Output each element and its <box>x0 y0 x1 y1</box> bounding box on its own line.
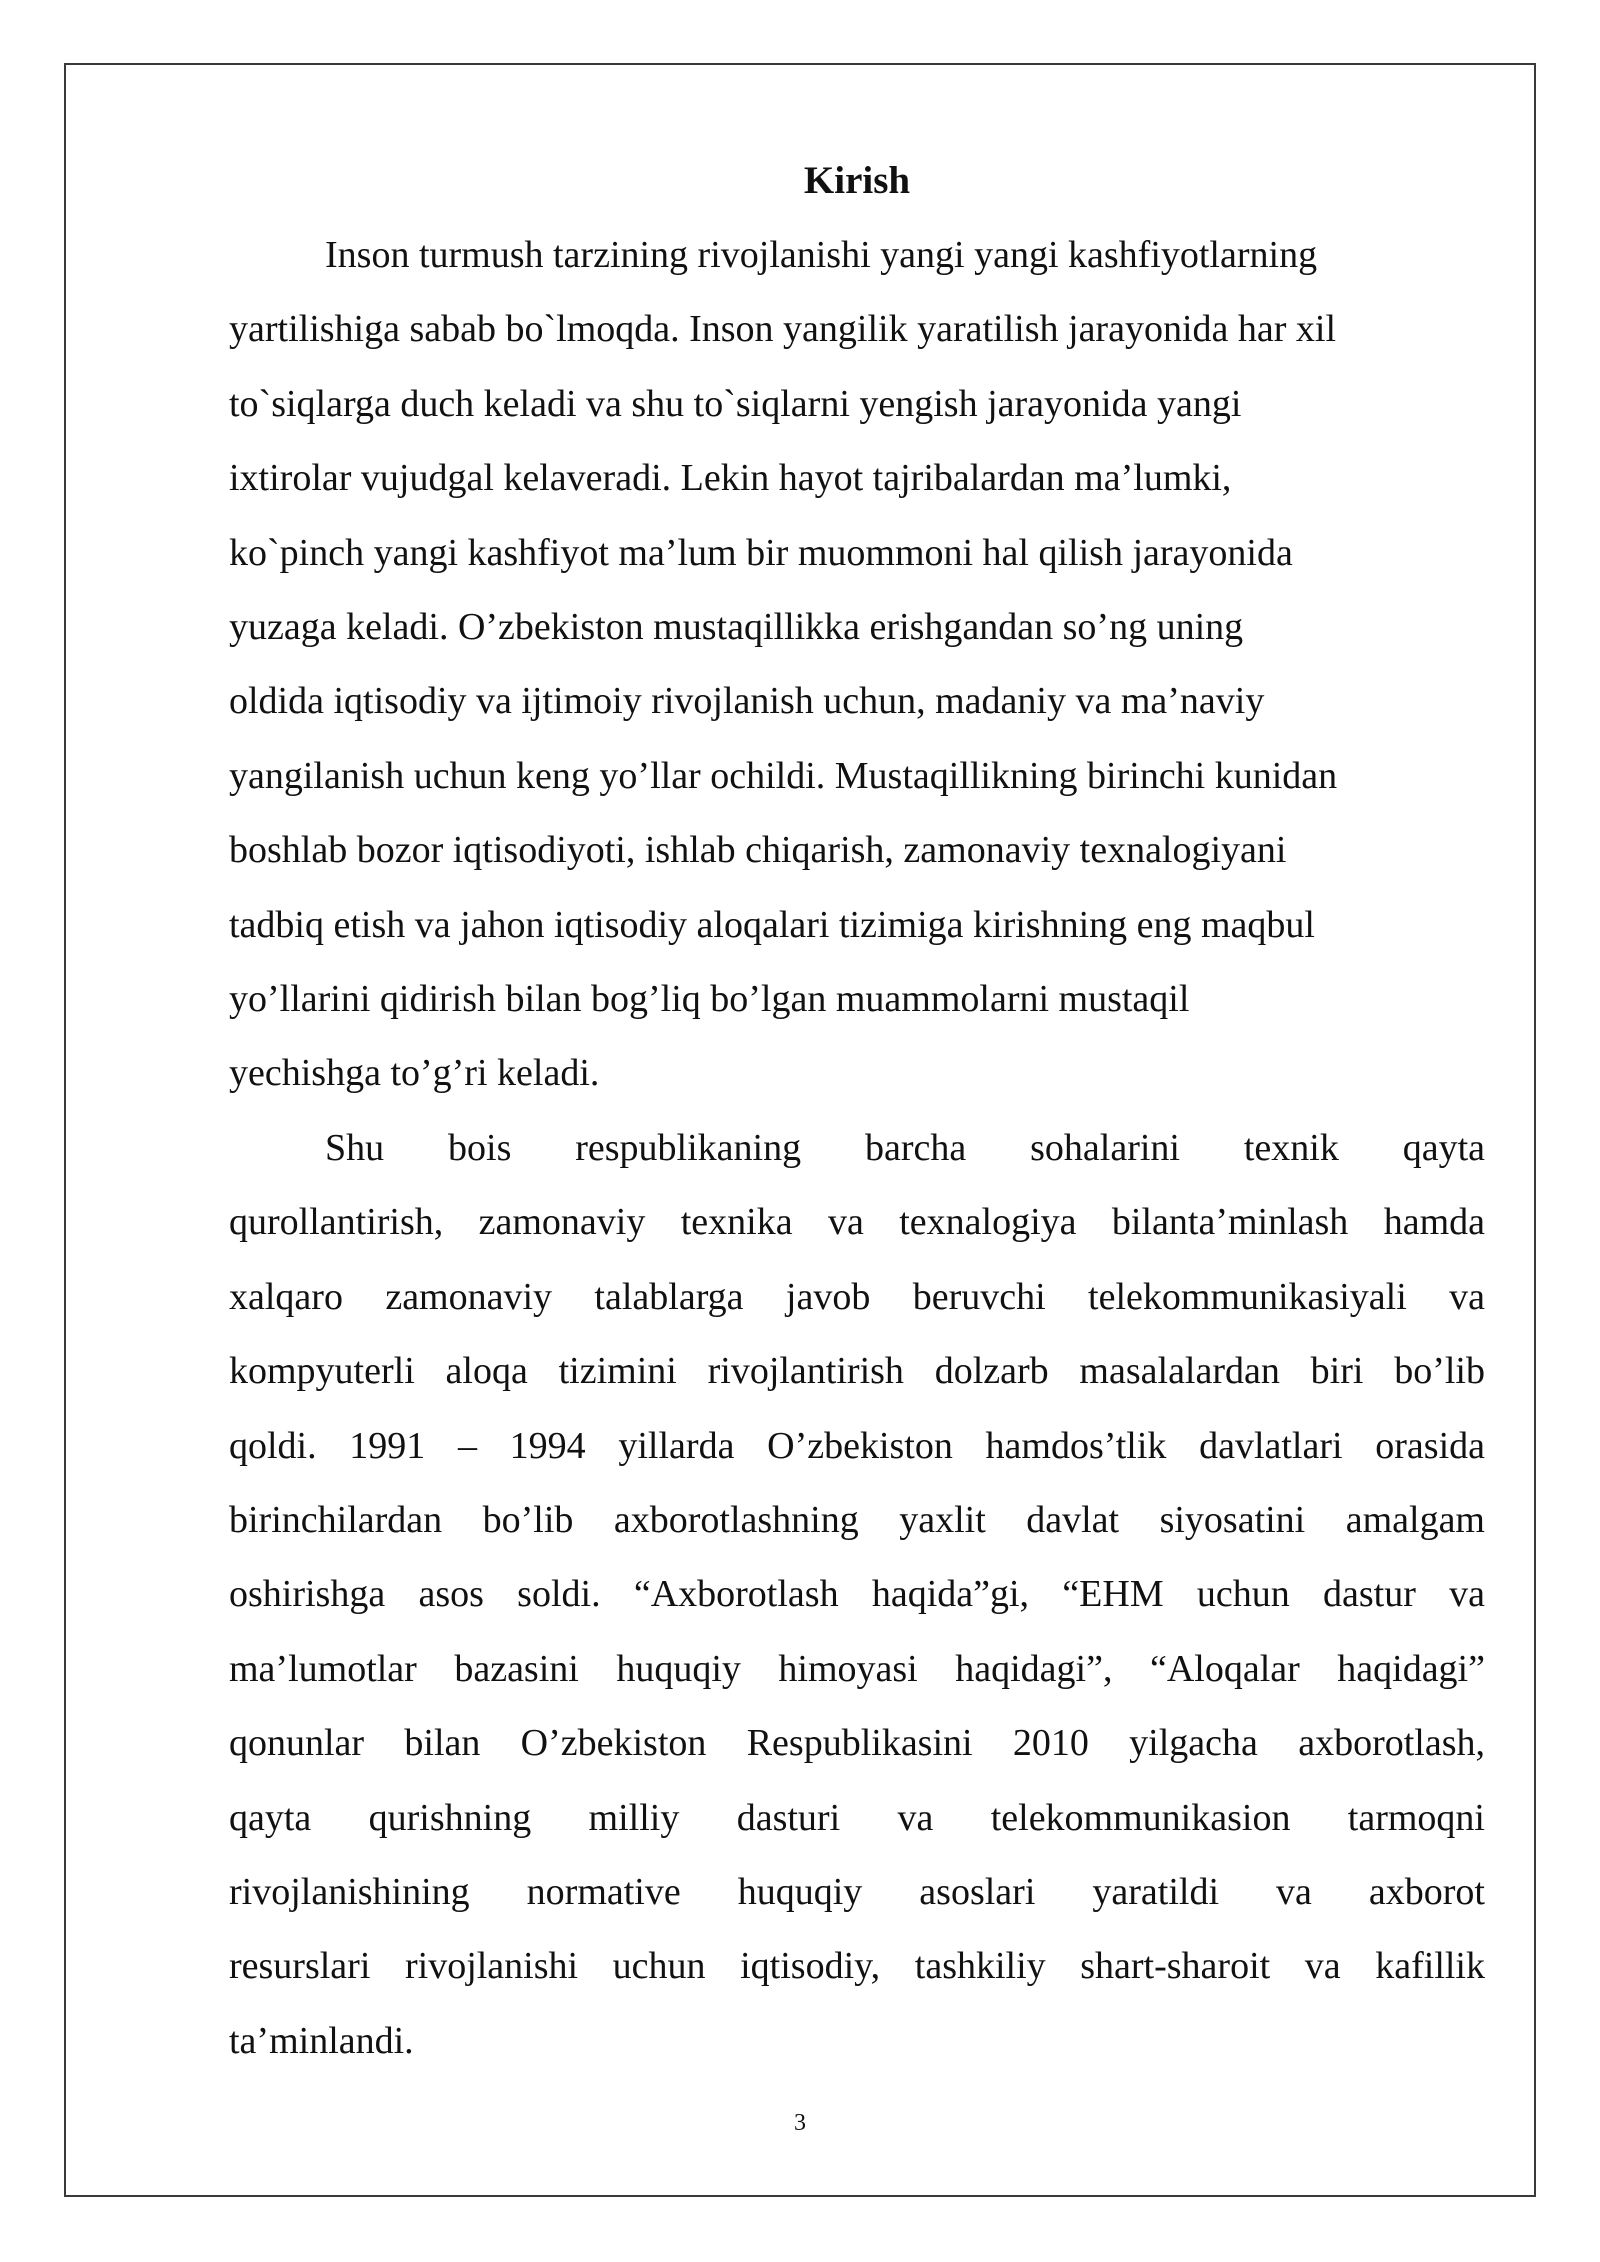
text-line: Inson turmush tarzining rivojlanishi yangi yangi kashfiyotlarning <box>325 234 1318 276</box>
page-number: 3 <box>794 2110 806 2136</box>
text-line: yechishga to’g’ri keladi. <box>229 1052 600 1095</box>
text-line: birinchilardan bo’lib axborotlashning yaxlit davlat siyosatini amalgam <box>229 1498 1485 1541</box>
text-line: Shu bois respublikaning barcha sohalarini texnik qayta <box>325 1126 1485 1169</box>
text-line: to`siqlarga duch keladi va shu to`siqlarni yengish jarayonida yangi <box>229 382 1242 425</box>
text-line: yuzaga keladi. O’zbekiston mustaqillikka erishgandan so’ng uning <box>229 606 1244 649</box>
paragraph-1 <box>229 218 1485 1111</box>
text-line: qoldi. 1991 – 1994 yillarda O’zbekiston hamdos’tlik davlatlari orasida <box>229 1424 1485 1467</box>
text-line: ta’minlandi. <box>229 2019 414 2062</box>
document-title: Kirish <box>803 159 911 202</box>
text-line: resurslari rivojlanishi uchun iqtisodiy, tashkiliy shart-sharoit va kafillik <box>229 1945 1485 1988</box>
text-line: ko`pinch yangi kashfiyot ma’lum bir muommoni hal qilish jarayonida <box>229 531 1293 574</box>
paragraph-2 <box>229 1111 1485 2078</box>
text-line: ma’lumotlar bazasini huquqiy himoyasi haqidagi”, “Aloqalar haqidagi” <box>229 1647 1485 1690</box>
document-body <box>229 144 1485 2078</box>
text-line: tadbiq etish va jahon iqtisodiy aloqalari tizimiga kirishning eng maqbul <box>229 903 1315 946</box>
text-line: yo’llarini qidirish bilan bog’liq bo’lgan muammolarni mustaqil <box>229 978 1190 1021</box>
text-line: oshirishga asos soldi. “Axborotlash haqida”gi, “EHM uchun dastur va <box>229 1573 1485 1616</box>
text-line: yangilanish uchun keng yo’llar ochildi. Mustaqillikning birinchi kunidan <box>229 754 1338 797</box>
text-line: qurollantirish, zamonaviy texnika va texnalogiya bilanta’minlash hamda <box>229 1201 1485 1244</box>
text-line: kompyuterli aloqa tizimini rivojlantirish dolzarb masalalardan biri bo’lib <box>229 1350 1485 1393</box>
text-line: rivojlanishining normative huquqiy asoslari yaratildi va axborot <box>229 1870 1485 1913</box>
text-line: xalqaro zamonaviy talablarga javob beruvchi telekommunikasiyali va <box>229 1275 1485 1318</box>
text-line: boshlab bozor iqtisodiyoti, ishlab chiqarish, zamonaviy texnalogiyani <box>229 829 1287 872</box>
text-line: qonunlar bilan O’zbekiston Respublikasini 2010 yilgacha axborotlash, <box>229 1722 1485 1765</box>
text-line: qayta qurishning milliy dasturi va telekommunikasion tarmoqni <box>229 1796 1485 1839</box>
text-line: yartilishiga sabab bo`lmoqda. Inson yangilik yaratilish jarayonida har xil <box>229 308 1337 351</box>
text-line: oldida iqtisodiy va ijtimoiy rivojlanish uchun, madaniy va ma’naviy <box>229 680 1265 723</box>
text-line: ixtirolar vujudgal kelaveradi. Lekin hayot tajribalardan ma’lumki, <box>229 457 1232 500</box>
